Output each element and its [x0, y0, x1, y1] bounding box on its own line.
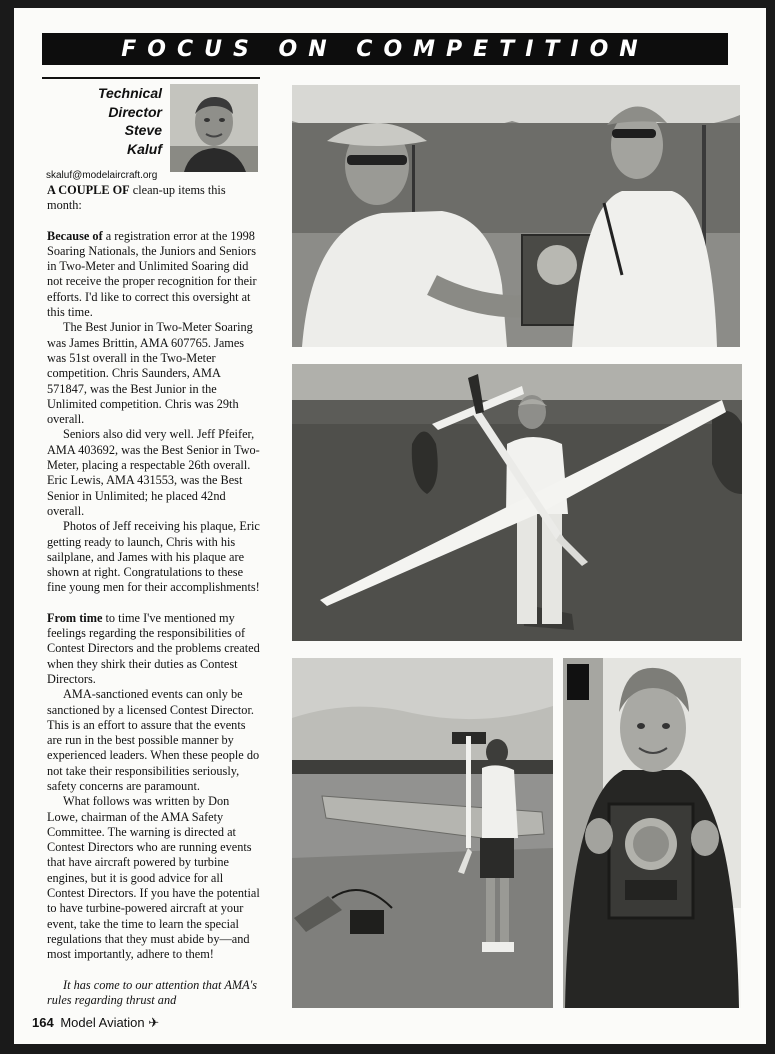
airplane-icon: ✈ [148, 1015, 160, 1030]
photo-plaque-james [563, 658, 741, 1008]
paragraph-seniors: Seniors also did very well. Jeff Pfeifer, AMA 403692, was the Best Senior in Two-Meter, placing a respectable 26th overall. Eric Lewis, AMA 431553, was the Best Senior in Unlimited; he placed 42nd overall. [47, 427, 260, 518]
section-banner: FOCUS ON COMPETITION [42, 33, 728, 65]
author-last-name: Kaluf [127, 140, 162, 157]
author-role-line1: Technical [97, 85, 162, 101]
paragraph-safety: What follows was written by Don Lowe, chairman of the AMA Safety Committee. The warning is directed at Contest Directors who are running events that have aircraft powered by turbine engines, but it is good advice for all Contest Directors. If you have the potential to have turbine-powered aircraft at your event, take the time to learn the special regulations that they must abide by—and most importantly, adhere to them! [47, 794, 260, 962]
photo-launch-eric [292, 658, 553, 1008]
paragraph-quote: It has come to our attention that AMA's rules regarding thrust and [47, 977, 258, 1007]
page-footer [32, 1015, 159, 1031]
paragraph-lead: A COUPLE OF [47, 183, 130, 197]
author-email: skaluf@modelaircraft.org [46, 170, 158, 181]
page-number: 164 [32, 1015, 54, 1030]
paragraph-registration: Because of a registration error at the 1998 Soaring Nationals, the Juniors and Seniors in Two-Meter and Unlimited Soaring did not receive the proper recognition for their efforts. I'd like to correct this oversight at this time. [47, 228, 257, 320]
author-portrait-photo [170, 84, 258, 172]
paragraph-intro: A COUPLE OF clean-up items this month: [47, 183, 226, 213]
paragraph-lead: From time [47, 610, 103, 625]
photo-sailplane-chris [292, 364, 742, 641]
paragraph-contest-directors: From time to time I've mentioned my feelings regarding the responsibilities of Contest Directors and the problems created when they shirk their duties as Contest Directors. [47, 610, 260, 686]
paragraph-lead: Because of [47, 228, 103, 243]
photo-plaque-presentation [292, 85, 740, 347]
paragraph-sanctioned: AMA-sanctioned events can only be sanctioned by a licensed Contest Director. This is an effort to assure that the events are run in the best possible manner by experienced leaders. When these people do not take their responsibilities seriously, safety concerns are paramount. [47, 687, 260, 793]
paragraph-juniors: The Best Junior in Two-Meter Soaring was James Brittin, AMA 607765. James was 51st overall in the Two-Meter competition. Chris Saunders, AMA 571847, was the Best Junior in the Unlimited competition. Chris was 29th overall. [47, 320, 253, 427]
author-role-line2: Director [108, 103, 162, 120]
author-divider [42, 77, 260, 79]
magazine-title: Model Aviation [60, 1015, 145, 1030]
author-byline [42, 84, 162, 158]
article-body [47, 183, 263, 1008]
paragraph-photos: Photos of Jeff receiving his plaque, Eric getting ready to launch, Chris with his sailplane, and James with his plaque are shown at right. Congratulations to these fine young men for their accomplishments! [47, 519, 260, 595]
author-first-name: Steve [124, 122, 162, 138]
